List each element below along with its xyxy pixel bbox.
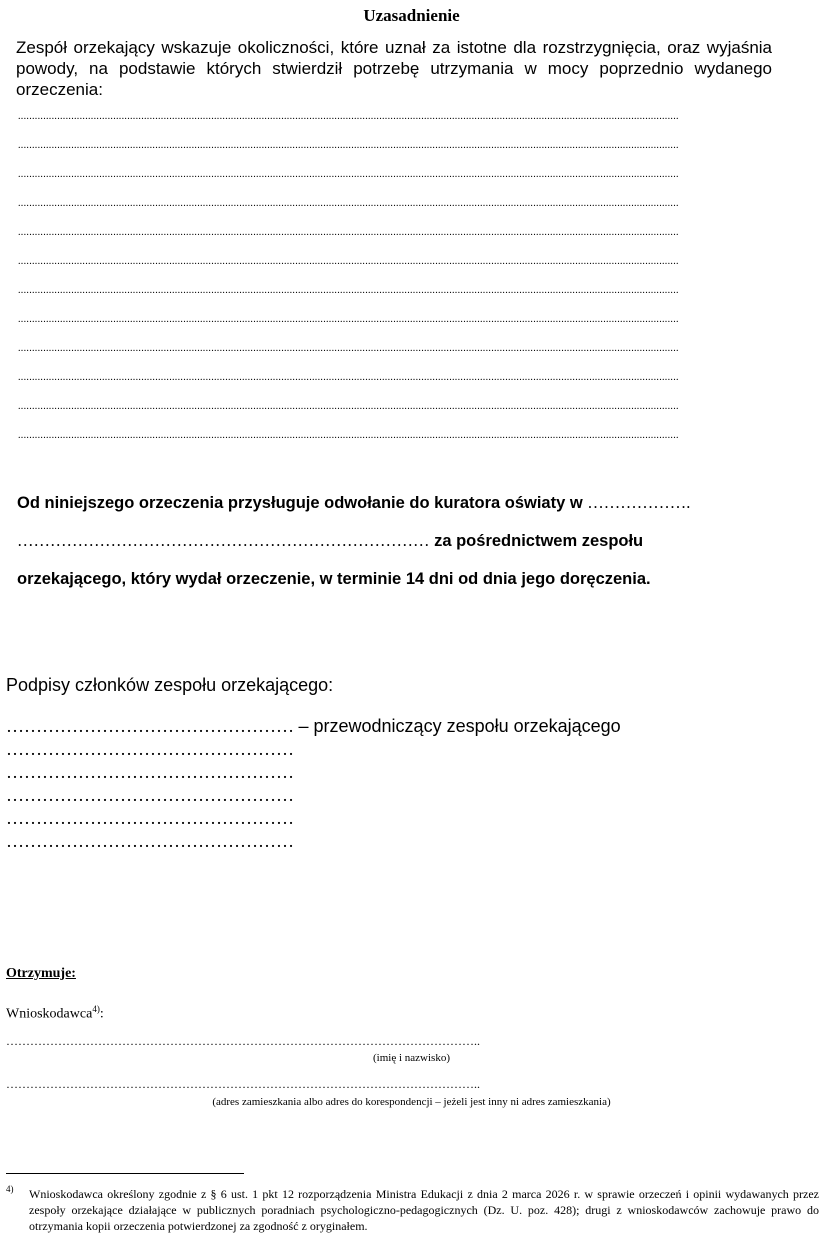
footnote-marker: 4): [6, 1184, 14, 1194]
justification-line[interactable]: ............................................................................................................................................................................................................................................: [18, 315, 679, 325]
page-title: Uzasadnienie: [363, 6, 460, 25]
appeal-line-1: [17, 484, 777, 522]
justification-line[interactable]: ............................................................................................................................................................................................................................................: [18, 286, 679, 296]
justification-line[interactable]: ............................................................................................................................................................................................................................................: [18, 228, 679, 238]
appeal-text-1: Od niniejszego orzeczenia przysługuje odwołanie do kuratora oświaty w: [17, 494, 583, 512]
justification-line[interactable]: ............................................................................................................................................................................................................................................: [18, 112, 679, 122]
applicant-name-field[interactable]: ………………………………………………………………………………………………………..: [6, 1034, 480, 1048]
member-signature-field[interactable]: …………………………………………: [6, 739, 294, 759]
justification-line[interactable]: ............................................................................................................................................................................................................................................: [18, 344, 679, 354]
curator-field-continued[interactable]: …………………………………………………………………: [17, 531, 430, 550]
applicant-label: [6, 1004, 104, 1023]
signature-line-chair: [6, 715, 621, 738]
footnote-reference[interactable]: 4): [92, 1004, 100, 1014]
signatures-heading: Podpisy członków zespołu orzekającego:: [6, 675, 334, 695]
footnote-text: Wnioskodawca określony zgodnie z § 6 ust. 1 pkt 12 rozporządzenia Ministra Edukacji z dnia 2 marca 2026 r. w sprawie orzeczeń i opinii wydawanych przez zespoły orzekające działające w publicznych poradniach psychologiczno-pedagogicznych (Dz. U. poz. 428); drugi z wnioskodawców zachowuje prawo do otrzymania kopii orzeczenia potwierdzonej za zgodność z oryginałem.: [29, 1187, 819, 1233]
member-signature-field[interactable]: …………………………………………: [6, 831, 294, 851]
footnote-divider: [6, 1173, 244, 1174]
appeal-text-2: za pośrednictwem zespołu: [434, 532, 644, 550]
appeal-notice: [17, 484, 777, 598]
justification-line[interactable]: ............................................................................................................................................................................................................................................: [18, 170, 679, 180]
curator-field[interactable]: ……………….: [587, 493, 691, 512]
justification-line[interactable]: ............................................................................................................................................................................................................................................: [18, 373, 679, 383]
intro-paragraph: Zespół orzekający wskazuje okoliczności, które uznał za istotne dla rozstrzygnięcia, oraz wyjaśnia powody, na podstawie których stwierdził potrzebę utrzymania w mocy poprzednio wydanego orzeczenia:: [16, 38, 772, 99]
applicant-label-suffix: :: [99, 1006, 104, 1022]
recipients-heading: Otrzymuje:: [6, 966, 76, 981]
member-signature-field[interactable]: …………………………………………: [6, 785, 294, 805]
chair-role-label: – przewodniczący zespołu orzekającego: [298, 716, 621, 736]
applicant-address-field[interactable]: ………………………………………………………………………………………………………..: [6, 1077, 480, 1091]
applicant-name-caption: (imię i nazwisko): [373, 1052, 450, 1064]
justification-line[interactable]: ............................................................................................................................................................................................................................................: [18, 431, 679, 441]
signature-lines: [6, 715, 621, 853]
member-signature-field[interactable]: …………………………………………: [6, 808, 294, 828]
justification-lines: [18, 112, 766, 460]
justification-line[interactable]: ............................................................................................................................................................................................................................................: [18, 402, 679, 412]
chair-signature-field[interactable]: …………………………………………: [6, 716, 294, 736]
member-signature-field[interactable]: …………………………………………: [6, 762, 294, 782]
justification-line[interactable]: ............................................................................................................................................................................................................................................: [18, 257, 679, 267]
justification-line[interactable]: ............................................................................................................................................................................................................................................: [18, 199, 679, 209]
applicant-address-caption: (adres zamieszkania albo adres do korespondencji – jeżeli jest inny ni adres zamieszkania): [212, 1096, 611, 1108]
applicant-label-text: Wnioskodawca: [6, 1006, 93, 1022]
justification-line[interactable]: ............................................................................................................................................................................................................................................: [18, 141, 679, 151]
appeal-line-3: orzekającego, który wydał orzeczenie, w terminie 14 dni od dnia jego doręczenia.: [17, 570, 651, 588]
appeal-line-2: [17, 522, 777, 560]
